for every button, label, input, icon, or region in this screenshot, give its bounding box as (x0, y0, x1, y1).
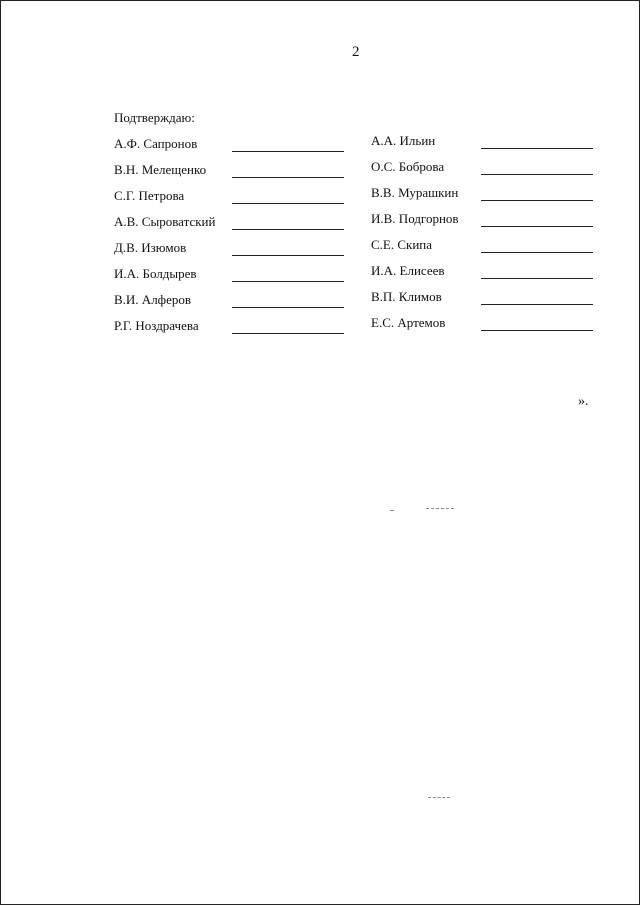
signature-line (481, 174, 593, 175)
signatory-right-6 (371, 263, 611, 285)
signatory-name: И.А. Болдырев (114, 266, 197, 281)
signatory-left-7 (114, 292, 354, 314)
page-number: 2 (352, 44, 360, 60)
signatory-name: В.П. Климов (371, 289, 442, 304)
signature-line (481, 330, 593, 331)
scan-artifact-dot (390, 510, 394, 511)
signatory-right-8 (371, 315, 611, 337)
signature-line (232, 151, 344, 152)
signatory-name: В.В. Мурашкин (371, 185, 459, 200)
signatory-left-5 (114, 240, 354, 262)
scan-artifact-mark (426, 508, 454, 509)
signatory-right-4 (371, 211, 611, 233)
signatory-name: С.Е. Скипа (371, 237, 433, 252)
signatory-name: С.Г. Петрова (114, 188, 185, 203)
signatory-name: В.Н. Мелещенко (114, 162, 207, 177)
signature-line (232, 203, 344, 204)
signature-line (481, 252, 593, 253)
signatory-left-2 (114, 162, 354, 184)
signatory-left-4 (114, 214, 354, 236)
signatory-name: А.В. Сыроватский (114, 214, 216, 229)
closing-quote: ». (578, 394, 589, 409)
signatory-right-1 (371, 133, 611, 155)
confirmation-heading: Подтверждаю: (114, 110, 195, 125)
signatory-name: А.А. Ильин (371, 133, 436, 148)
signature-line (481, 304, 593, 305)
scan-artifact-mark (428, 797, 450, 798)
signatory-right-3 (371, 185, 611, 207)
signatory-left-1 (114, 136, 354, 158)
signature-line (232, 281, 344, 282)
signature-line (481, 148, 593, 149)
signature-line (232, 229, 344, 230)
signature-line (232, 333, 344, 334)
signature-line (232, 255, 344, 256)
signature-line (481, 200, 593, 201)
signature-line (481, 226, 593, 227)
signatory-right-7 (371, 289, 611, 311)
signature-line (232, 177, 344, 178)
signatory-name: Р.Г. Ноздрачева (114, 318, 199, 333)
signatory-name: О.С. Боброва (371, 159, 445, 174)
signatory-right-2 (371, 159, 611, 181)
signatory-right-5 (371, 237, 611, 259)
signatory-name: И.В. Подгорнов (371, 211, 459, 226)
signature-line (232, 307, 344, 308)
signatory-name: Е.С. Артемов (371, 315, 446, 330)
signatory-left-6 (114, 266, 354, 288)
signatory-name: И.А. Елисеев (371, 263, 445, 278)
signatory-name: В.И. Алферов (114, 292, 192, 307)
signatory-left-3 (114, 188, 354, 210)
signatory-left-8 (114, 318, 354, 340)
signature-line (481, 278, 593, 279)
signatory-name: Д.В. Изюмов (114, 240, 187, 255)
signatory-name: А.Ф. Сапронов (114, 136, 198, 151)
